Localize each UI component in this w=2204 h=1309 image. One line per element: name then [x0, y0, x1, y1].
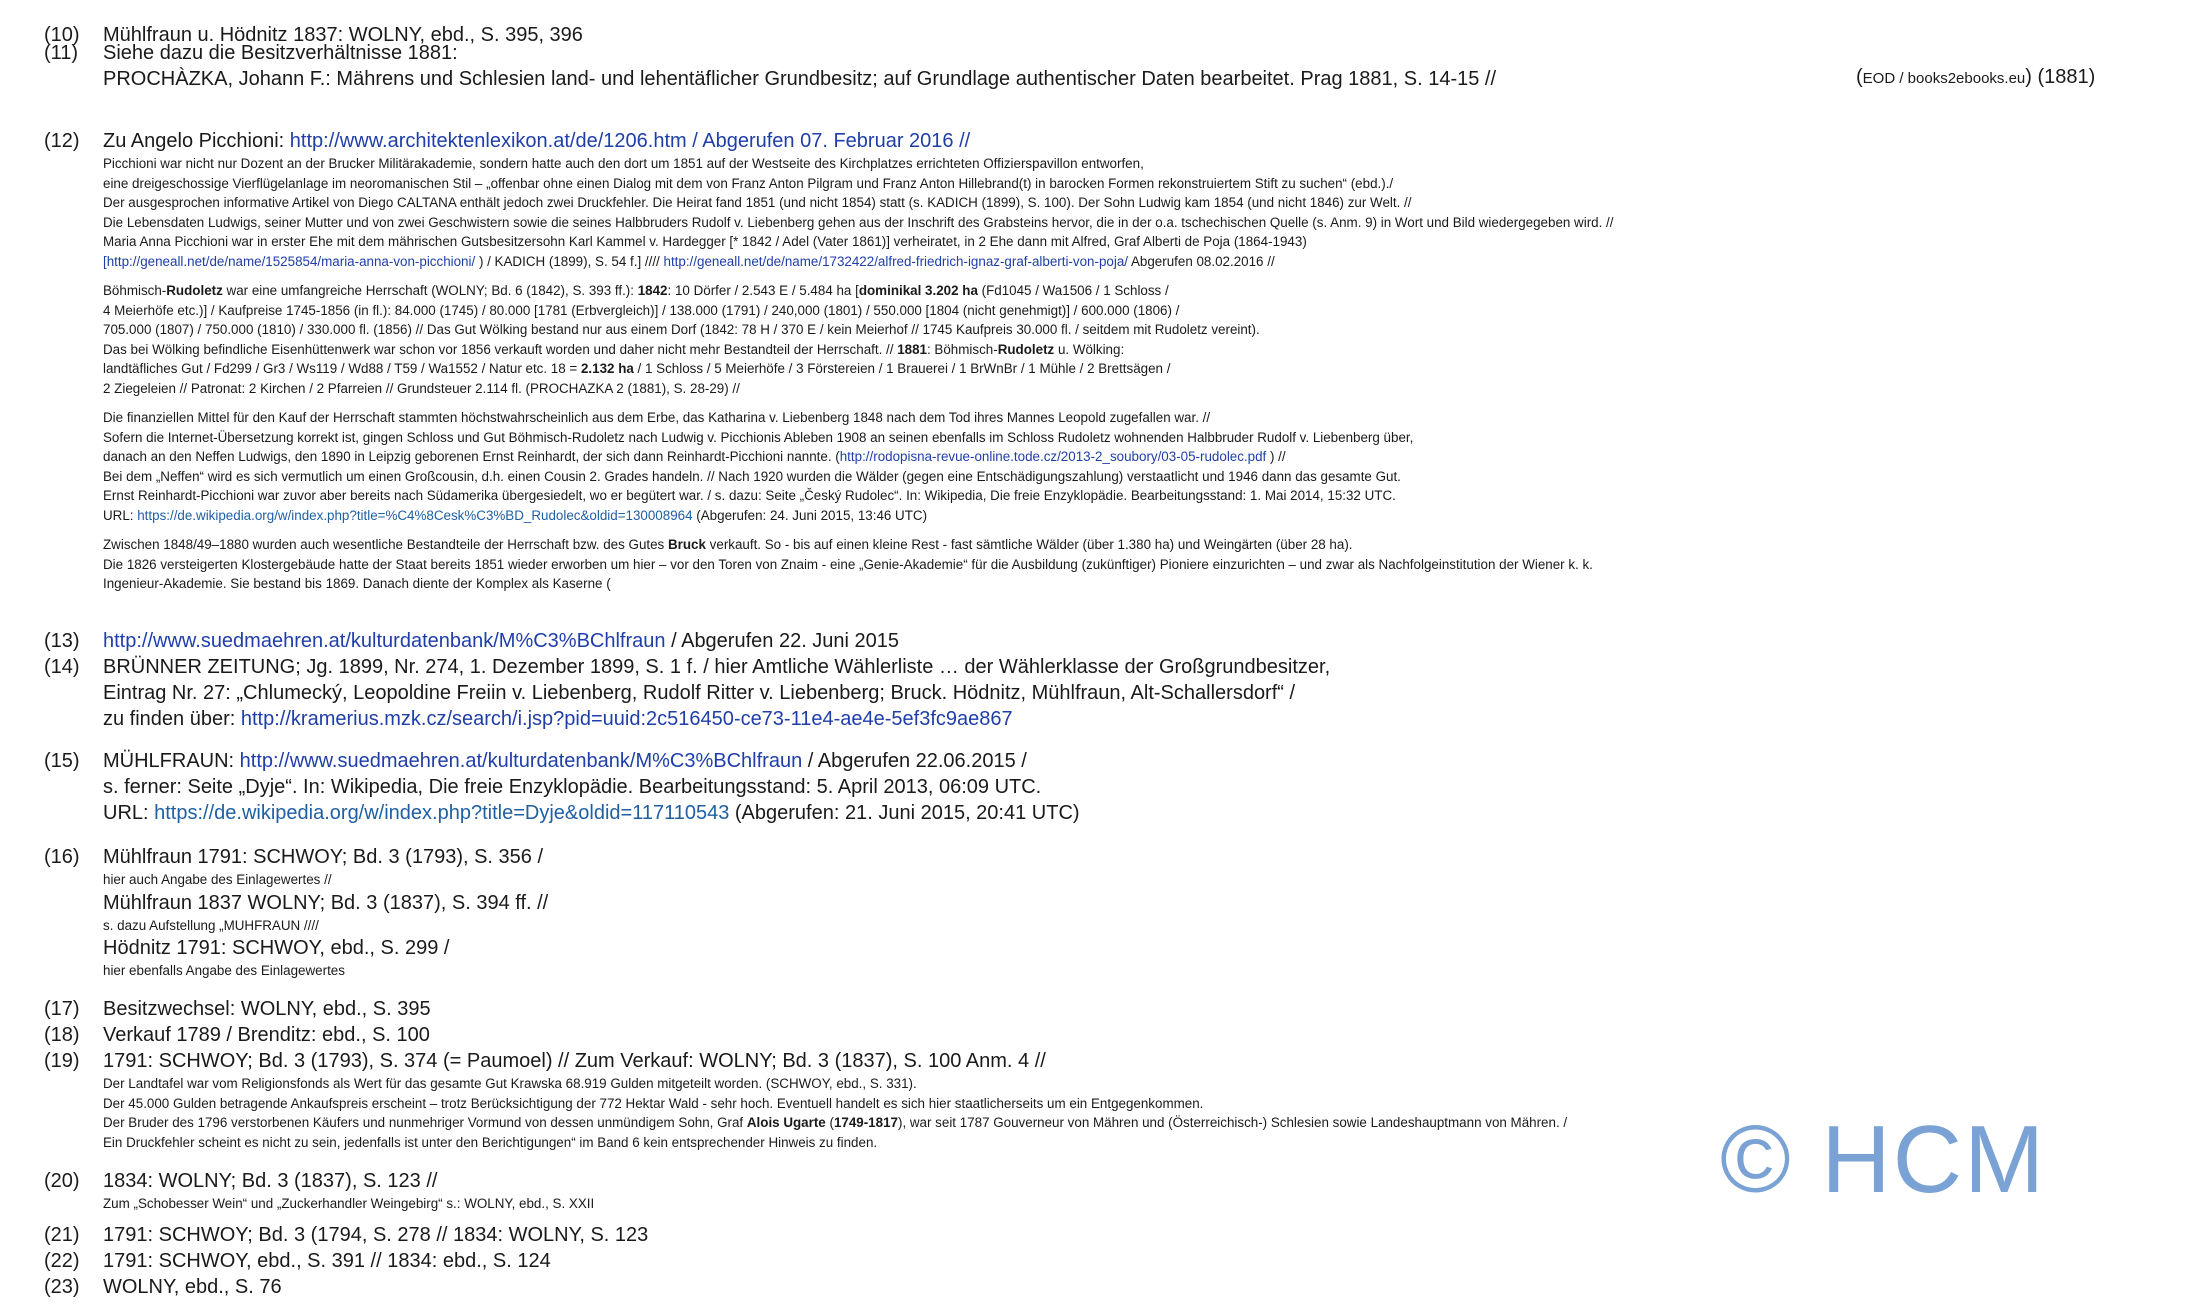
paragraph-line: Die finanziellen Mittel für den Kauf der Herrschaft stammten höchstwahrscheinlich aus dem Erbe, das Katharina v. Liebenberg 1848 nach dem Tod ihres Mannes Leopold zugefallen war. // [103, 410, 1211, 425]
footnote-note: Zum „Schobesser Wein“ und „Zuckerhandler Weingebirg“ s.: WOLNY, ebd., S. XXII [103, 1196, 595, 1211]
footnote-13: (13) http://www.suedmaehren.at/kulturdatenbank/M%C3%BChlfraun / Abgerufen 22. Juni 2015 [44, 630, 900, 652]
footnote-11 [44, 40, 2164, 92]
source-name: EOD / books2ebooks.eu [1862, 70, 2026, 87]
footnote-18 [44, 1022, 2164, 1048]
footnote-line: PROCHÀZKA, Johann F.: Mährens und Schlesien land- und lehentäflicher Grundbesitz; auf Grundlage authentischer Daten bearbeitet. Prag 1881, S. 14-15 // [103, 68, 1497, 90]
paragraph-line: Sofern die Internet-Übersetzung korrekt ist, gingen Schloss und Gut Böhmisch-Rudoletz nach Ludwig v. Picchionis Ableben 1908 an seinen ebenfalls im Schloss Rudoletz wohnenden Halbbruder Rudolf v. Liebenberg über, [103, 429, 1414, 445]
footnote-16 [44, 844, 2164, 981]
paragraph-line: Ernst Reinhardt-Picchioni war zuvor aber bereits nach Südamerika übergesiedelt, wo er begütert war. / s. dazu: Seite „Český Rudolec“. In: Wikipedia, Die freie Enzyklopädie. Bearbeitungsstand: 1. Mai 2014, 15:32 UTC. [103, 488, 1396, 503]
copyright-watermark: © HCM [1720, 1106, 2047, 1213]
footnote-number: (13) [44, 630, 80, 652]
paragraph-line: Böhmisch-Rudoletz war eine umfangreiche Herrschaft (WOLNY; Bd. 6 (1842), S. 393 ff.): 1842: 10 Dörfer / 2.543 E / 5.484 ha [dominikal 3.202 ha (Fd1045 / Wa1506 / 1 Schloss / [103, 283, 1169, 298]
footnote-line: s. ferner: Seite „Dyje“. In: Wikipedia, Die freie Enzyklopädie. Bearbeitungsstand: 5. April 2013, 06:09 UTC. [103, 776, 1042, 798]
paragraph-line: landtäfliches Gut / Fd299 / Gr3 / Ws119 / Wd88 / T59 / Wa1552 / Natur etc. 18 = 2.132 ha / 1 Schloss / 5 Meierhöfe / 3 Förstereien / 1 Brauerei / 1 BrWnBr / 1 Mühle / 2 Brettsägen / [103, 361, 1171, 376]
footnote-21 [44, 1222, 2164, 1248]
footnote-text: WOLNY, ebd., S. 76 [103, 1276, 282, 1298]
geneall-link-2[interactable]: http://geneall.net/de/name/1732422/alfred-friedrich-ignaz-graf-alberti-von-poja/ [663, 253, 1128, 269]
footnote-line: BRÜNNER ZEITUNG; Jg. 1899, Nr. 274, 1. Dezember 1899, S. 1 f. / hier Amtliche Wählerliste … der Wählerklasse der Großgrundbesitzer, [103, 656, 1331, 678]
footnote-line: Mühlfraun 1837 WOLNY; Bd. 3 (1837), S. 394 ff. // [103, 891, 549, 914]
footnote-note: hier auch Angabe des Einlagewertes // [103, 872, 332, 887]
paragraph-line: danach an den Neffen Ludwigs, den 1890 in Leipzig geborenen Ernst Reinhardt, der sich dann Reinhardt-Picchioni nannte. (http://rodopisna-revue-online.tode.cz/2013-2_soubory/03-05-rudolec.pdf ) // [103, 449, 1286, 464]
architektenlexikon-link[interactable]: http://www.architektenlexikon.at/de/1206.htm / Abgerufen 07. Februar 2016 // [289, 130, 971, 152]
footnote-number: (12) [44, 130, 80, 152]
paragraph-line: Der ausgesprochen informative Artikel von Diego CALTANA enthält jedoch zwei Druckfehler. Die Heirat fand 1851 (und nicht 1854) statt (s. KADICH (1899), S. 100). Der Sohn Ludwig kam 1854 (und nicht 1846) zur Welt. // [103, 195, 1412, 210]
footnote-number: (14) [44, 656, 80, 678]
footnote-number: (19) [44, 1050, 80, 1072]
footnote-15: (15) MÜHLFRAUN: http://www.suedmaehren.at/kulturdatenbank/M%C3%BChlfraun / Abgerufen 22.06.2015 / s. ferner: Seite „Dyje“. In: Wikipedia, Die freie Enzyklopädie. Bearbeitungsstand: 5. April 2013, 06:09 UTC. URL: https://de.wikipedia.org/w/index.php?title=Dyje&oldid=117110543 (Abgerufen: 21. Juni 2015, 20:41 UTC) [44, 748, 2164, 826]
paragraph-line: Ingenieur-Akademie. Sie bestand bis 1869. Danach diente der Komplex als Kaserne ( [103, 576, 611, 591]
footnote-number: (18) [44, 1024, 80, 1046]
footnote-line: Eintrag Nr. 27: „Chlumecký, Leopoldine Freiin v. Liebenberg, Rudolf Ritter v. Liebenberg; Bruck. Hödnitz, Mühlfraun, Alt-Schallersdorf“ / [103, 682, 1296, 704]
footnote-number: (10) [44, 24, 80, 46]
footnote-line: Siehe dazu die Besitzverhältnisse 1881: [103, 42, 458, 64]
footnote-14: (14) BRÜNNER ZEITUNG; Jg. 1899, Nr. 274, 1. Dezember 1899, S. 1 f. / hier Amtliche Wählerliste … der Wählerklasse der Großgrundbesitzer, Eintrag Nr. 27: „Chlumecký, Leopoldine Freiin v. Liebenberg, Rudolf Ritter v. Liebenberg; Bruck. Hödnitz, Mühlfraun, Alt-Schallersdorf“ / zu finden über: http://kramerius.mzk.cz/search/i.jsp?pid=uuid:2c516450-ce73-11e4-ae4e-5ef3fc9ae867 [44, 654, 2164, 732]
footnote-line: Mühlfraun 1791: SCHWOY; Bd. 3 (1793), S. 356 / [103, 846, 544, 868]
footnote-heading: Zu Angelo Picchioni: http://www.architektenlexikon.at/de/1206.htm / Abgerufen 07. Februar 2016 // [103, 130, 971, 152]
wikipedia-dyje-link[interactable]: https://de.wikipedia.org/w/index.php?title=Dyje&oldid=117110543 [154, 802, 730, 824]
footnote-12 [44, 128, 2164, 594]
paragraph-line: Zwischen 1848/49–1880 wurden auch wesentliche Bestandteile der Herrschaft bzw. des Gutes Bruck verkauft. So - bis auf einen kleine Rest - fast sämtliche Wälder (über 1.380 ha) und Weingärten (über 28 ha). [103, 537, 1353, 552]
paragraph-line: 705.000 (1807) / 750.000 (1810) / 330.000 fl. (1856) // Das Gut Wölking bestand nur aus einem Dorf (1842: 78 H / 370 E / kein Meierhof // 1745 Kaufpreis 30.000 fl. / seitdem mit Rudoletz vereint). [103, 322, 1260, 337]
footnote-22 [44, 1248, 2164, 1274]
footnote-text: 1791: SCHWOY; Bd. 3 (1794, S. 278 // 1834: WOLNY, S. 123 [103, 1224, 649, 1246]
footnote-number: (15) [44, 750, 80, 772]
paragraph-line: 4 Meierhöfe etc.)] / Kaufpreise 1745-1856 (in fl.): 84.000 (1745) / 80.000 [1781 (Erbvergleich)] / 138.000 (1791) / 240,000 (1801) / 550.000 [1804 (nicht genehmigt)] / 600.000 (1806) / [103, 302, 1180, 318]
footnote-number: (23) [44, 1276, 80, 1298]
paragraph-line: Maria Anna Picchioni war in erster Ehe mit dem mährischen Gutsbesitzersohn Karl Kammel v. Hardegger [* 1842 / Adel (Vater 1861)] verheiratet, in 2 Ehe dann mit Alfred, Graf Alberti de Poja (1864-1943) [103, 234, 1307, 249]
paragraph-line: Die 1826 versteigerten Klostergebäude hatte der Staat bereits 1851 wieder erworben um hier – vor den Toren von Znaim - eine „Genie-Akademie“ für die Ausbildung (zukünftiger) Pioniere einzurichten – und zwar als Nachfolgeinstitution der Wiener k. k. [103, 556, 1593, 572]
footnote-number: (22) [44, 1250, 80, 1272]
paragraph-line: Picchioni war nicht nur Dozent an der Brucker Militärakademie, sondern hatte auch den dort um 1851 auf der Westseite des Kirchplatzes errichteten Offizierspavillon entworfen, [103, 156, 1144, 171]
footnote-number: (20) [44, 1170, 80, 1192]
footnote-note: Ein Druckfehler scheint es nicht zu sein, jedenfalls ist unter den Berichtigungen“ im Band 6 kein entsprechender Hinweis zu finden. [103, 1134, 878, 1150]
footnote-text: Besitzwechsel: WOLNY, ebd., S. 395 [103, 998, 431, 1020]
footnote-note: hier ebenfalls Angabe des Einlagewertes [103, 963, 345, 978]
footnote-line: 1834: WOLNY; Bd. 3 (1837), S. 123 // [103, 1170, 438, 1192]
footnote-line: 1791: SCHWOY; Bd. 3 (1793), S. 374 (= Paumoel) // Zum Verkauf: WOLNY; Bd. 3 (1837), S. 100 Anm. 4 // [103, 1050, 1046, 1072]
paragraph-line: eine dreigeschossige Vierflügelanlage im neoromanischen Stil – „offenbar ohne einen Dialog mit dem von Franz Anton Pilgram und Franz Anton Hillebrand(t) in barocken Formen rekonstruiertem Stift zu suchen“ (ebd.)./ [103, 175, 1394, 191]
paragraph-line: Die Lebensdaten Ludwigs, seiner Mutter und von zwei Geschwistern sowie die seines Halbbruders Rudolf v. Liebenberg gehen aus der Inschrift des Grabsteins hervor, die in der o.a. tschechischen Quelle (s. Anm. 9) in Wort und Bild wiedergegeben wird. // [103, 214, 1614, 230]
wikipedia-rudolec-link[interactable]: https://de.wikipedia.org/w/index.php?title=%C4%8Cesk%C3%BD_Rudolec&oldid=130008964 [137, 507, 693, 523]
footnote-line: Hödnitz 1791: SCHWOY, ebd., S. 299 / [103, 937, 450, 959]
source-reference: (EOD / books2ebooks.eu) (1881) [1856, 66, 2096, 88]
footnote-number: (17) [44, 998, 80, 1020]
suedmaehren-link[interactable]: http://www.suedmaehren.at/kulturdatenbank/M%C3%BChlfraun [103, 630, 666, 652]
paragraph-line: Das bei Wölking befindliche Eisenhüttenwerk war schon vor 1856 verkauft worden und daher nicht mehr Bestandteil der Herrschaft. // 1881: Böhmisch-Rudoletz u. Wölking: [103, 341, 1125, 357]
paragraph-line: 2 Ziegeleien // Patronat: 2 Kirchen / 2 Pfarreien // Grundsteuer 2.114 fl. (PROCHAZKA 2 (1881), S. 28-29) // [103, 380, 740, 396]
geneall-link-1[interactable]: [http://geneall.net/de/name/1525854/maria-anna-von-picchioni/ [103, 253, 476, 269]
kramerius-link[interactable]: http://kramerius.mzk.cz/search/i.jsp?pid=uuid:2c516450-ce73-11e4-ae4e-5ef3fc9ae867 [240, 708, 1013, 730]
paragraph-line: [http://geneall.net/de/name/1525854/maria-anna-von-picchioni/ ) / KADICH (1899), S. 54 f.] //// http://geneall.net/de/name/1732422/alfred-friedrich-ignaz-graf-alberti-von-poja/ Abgerufen 08.02.2016 // [103, 253, 1275, 269]
footnote-number: (11) [44, 42, 79, 64]
footnote-text: 1791: SCHWOY, ebd., S. 391 // 1834: ebd., S. 124 [103, 1250, 551, 1272]
footnote-note: Der Landtafel war vom Religionsfonds als Wert für das gesamte Gut Krawska 68.919 Gulden mitgeteilt worden. (SCHWOY, ebd., S. 331). [103, 1076, 917, 1091]
footnote-note: Der 45.000 Gulden betragende Ankaufspreis erscheint – trotz Berücksichtigung der 772 Hektar Wald - sehr hoch. Eventuell handelt es sich hier staatlicherseits um ein Entgegenkommen. [103, 1095, 1204, 1111]
footnote-number: (21) [44, 1224, 80, 1246]
rodopisna-link[interactable]: http://rodopisna-revue-online.tode.cz/2013-2_soubory/03-05-rudolec.pdf [839, 449, 1267, 464]
footnote-23 [44, 1274, 2164, 1300]
suedmaehren-link-2[interactable]: http://www.suedmaehren.at/kulturdatenbank/M%C3%BChlfraun [239, 750, 803, 772]
paragraph-line: Bei dem „Neffen“ wird es sich vermutlich um einen Großcousin, d.h. einen Cousin 2. Grades handeln. // Nach 1920 wurden die Wälder (gegen eine Entschädigungszahlung) verstaatlicht und 1946 dann das gesamte Gut. [103, 468, 1401, 484]
paragraph-line: URL: https://de.wikipedia.org/w/index.php?title=%C4%8Cesk%C3%BD_Rudolec&oldid=130008964 (Abgerufen: 24. Juni 2015, 13:46 UTC) [103, 507, 928, 523]
footnote-number: (16) [44, 846, 80, 868]
footnote-note: s. dazu Aufstellung „MUHFRAUN //// [103, 917, 319, 933]
footnote-17 [44, 996, 2164, 1022]
footnote-text: Verkauf 1789 / Brenditz: ebd., S. 100 [103, 1024, 430, 1046]
footnote-text: Mühlfraun u. Hödnitz 1837: WOLNY, ebd., S. 395, 396 [103, 24, 583, 46]
footnote-note: Der Bruder des 1796 verstorbenen Käufers und nunmehriger Vormund von dessen unmündigem Sohn, Graf Alois Ugarte (1749-1817), war seit 1787 Gouverneur von Mähren und (Österreichisch-) Schlesien sowie Landeshauptmann von Mähren. / [103, 1115, 1568, 1130]
